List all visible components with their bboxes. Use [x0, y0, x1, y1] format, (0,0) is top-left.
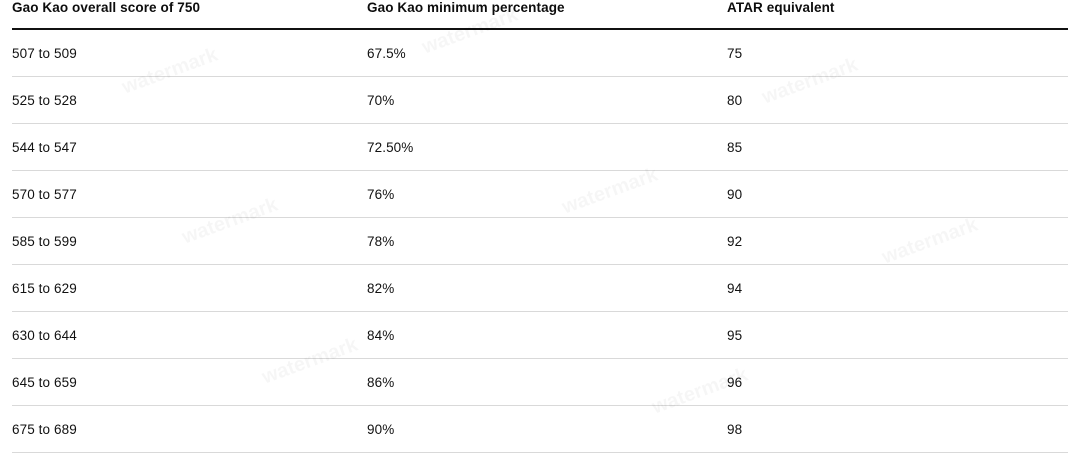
table-row [12, 312, 1068, 359]
table-row [12, 218, 1068, 265]
cell-gaokao-score: 675 to 689 [12, 406, 367, 453]
cell-atar-equivalent: 94 [727, 265, 1068, 312]
cell-gaokao-score: 630 to 644 [12, 312, 367, 359]
cell-atar-equivalent: 98 [727, 406, 1068, 453]
table-header [12, 0, 1068, 29]
table-header-row [12, 0, 1068, 29]
score-conversion-table [12, 0, 1068, 453]
cell-atar-equivalent: 75 [727, 29, 1068, 77]
cell-gaokao-score: 544 to 547 [12, 124, 367, 171]
table-body [12, 29, 1068, 453]
table-row [12, 29, 1068, 77]
cell-atar-equivalent: 85 [727, 124, 1068, 171]
cell-gaokao-score: 645 to 659 [12, 359, 367, 406]
cell-gaokao-percentage: 67.5% [367, 29, 727, 77]
cell-atar-equivalent: 95 [727, 312, 1068, 359]
cell-gaokao-percentage: 70% [367, 77, 727, 124]
column-header-gaokao-percentage: Gao Kao minimum percentage [367, 0, 565, 15]
table-row [12, 124, 1068, 171]
cell-atar-equivalent: 96 [727, 359, 1068, 406]
cell-gaokao-score: 525 to 528 [12, 77, 367, 124]
cell-gaokao-score: 585 to 599 [12, 218, 367, 265]
cell-atar-equivalent: 90 [727, 171, 1068, 218]
cell-gaokao-percentage: 90% [367, 406, 727, 453]
table-row [12, 265, 1068, 312]
cell-gaokao-percentage: 76% [367, 171, 727, 218]
cell-gaokao-percentage: 72.50% [367, 124, 727, 171]
cell-gaokao-percentage: 86% [367, 359, 727, 406]
table-row [12, 77, 1068, 124]
cell-atar-equivalent: 80 [727, 77, 1068, 124]
table-row [12, 359, 1068, 406]
table-row [12, 406, 1068, 453]
cell-gaokao-score: 615 to 629 [12, 265, 367, 312]
table-row [12, 171, 1068, 218]
cell-atar-equivalent: 92 [727, 218, 1068, 265]
cell-gaokao-percentage: 84% [367, 312, 727, 359]
cell-gaokao-percentage: 78% [367, 218, 727, 265]
cell-gaokao-score: 507 to 509 [12, 29, 367, 77]
cell-gaokao-score: 570 to 577 [12, 171, 367, 218]
cell-gaokao-percentage: 82% [367, 265, 727, 312]
column-header-atar-equivalent: ATAR equivalent [727, 0, 835, 15]
column-header-gaokao-score: Gao Kao overall score of 750 [12, 0, 201, 15]
